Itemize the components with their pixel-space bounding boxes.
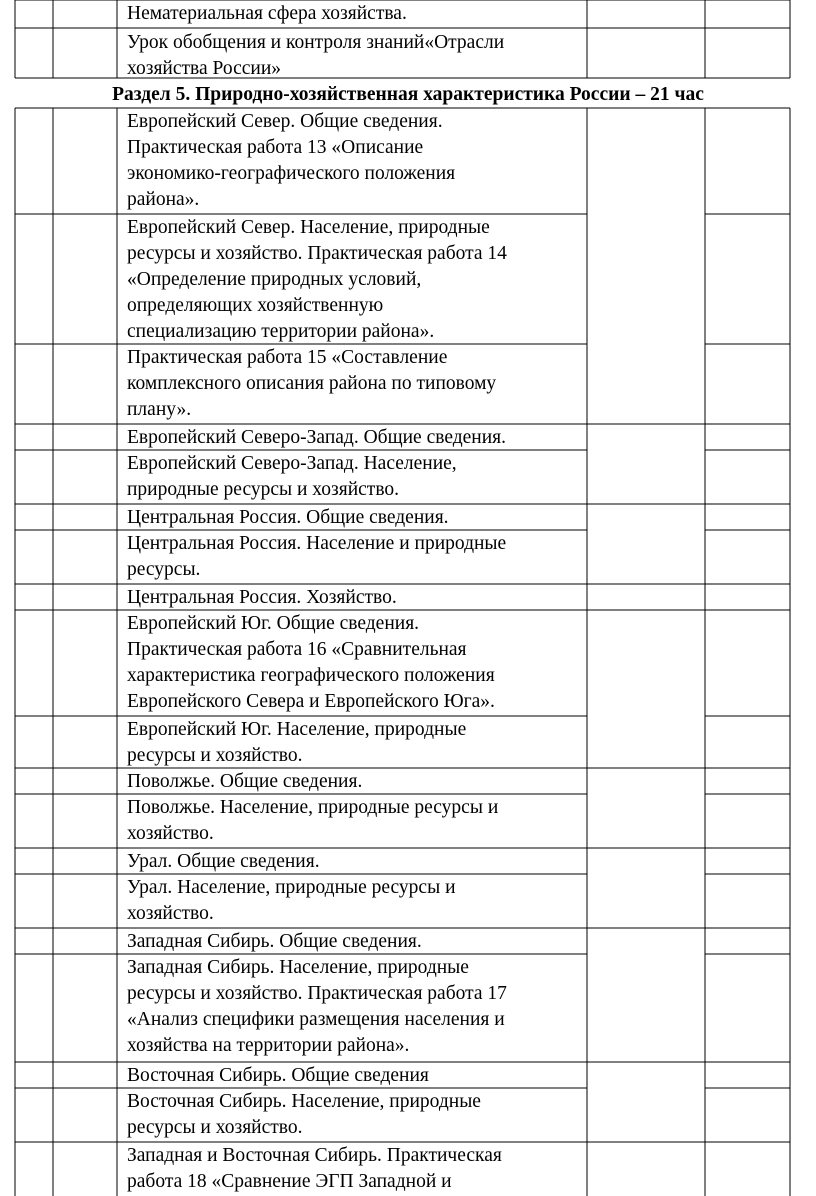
table-cell-topic: Поволжье. Население, природные ресурсы и хозяйство.: [127, 797, 499, 844]
table-cell-topic: Поволжье. Общие сведения.: [127, 771, 363, 792]
table-cell-topic: Урал. Население, природные ресурсы и хозяйство.: [127, 877, 456, 924]
table-cell-topic: Европейский Юг. Общие сведения. Практическая работа 16 «Сравнительная характеристика географического положения Европейского Севера и Европейского Юга».: [127, 613, 495, 712]
table-cell-topic: Западная Сибирь. Население, природные ресурсы и хозяйство. Практическая работа 17 «Анализ специфики размещения населения и хозяйства на территории района».: [127, 957, 507, 1056]
table-cell-topic: Европейский Северо-Запад. Население, природные ресурсы и хозяйство.: [127, 453, 457, 500]
table-cell-topic: Европейский Юг. Население, природные ресурсы и хозяйство.: [127, 719, 467, 766]
table-cell-topic: Урал. Общие сведения.: [127, 851, 320, 872]
table-cell-topic: Западная и Восточная Сибирь. Практическая работа 18 «Сравнение ЭГП Западной и: [127, 1145, 502, 1192]
table-cell-topic: Нематериальная сфера хозяйства.: [127, 3, 407, 24]
table-cell-topic: Центральная Россия. Хозяйство.: [127, 587, 397, 608]
table-cell-topic: Урок обобщения и контроля знаний«Отрасли хозяйства России»: [127, 32, 505, 79]
table-cell-topic: Восточная Сибирь. Население, природные ресурсы и хозяйство.: [127, 1091, 481, 1138]
table-cell-topic: Центральная Россия. Общие сведения.: [127, 507, 449, 528]
table-cell-topic: Европейский Северо-Запад. Общие сведения.: [127, 427, 507, 448]
table-cell-topic: Западная Сибирь. Общие сведения.: [127, 931, 422, 952]
table-cell-topic: Центральная Россия. Население и природные ресурсы.: [127, 533, 507, 580]
table-cell-topic: Восточная Сибирь. Общие сведения: [127, 1065, 429, 1086]
table-cell-topic: Практическая работа 15 «Составление комплексного описания района по типовому плану».: [127, 347, 497, 420]
section-heading: Раздел 5. Природно-хозяйственная характеристика России – 21 час: [112, 84, 704, 105]
table-cell-topic: Европейский Север. Общие сведения. Практическая работа 13 «Описание экономико-географического положения района».: [127, 111, 456, 210]
table-cell-topic: Европейский Север. Население, природные ресурсы и хозяйство. Практическая работа 14 «Определение природных условий, определяющих хозяйственную специализацию территории района».: [127, 217, 507, 342]
